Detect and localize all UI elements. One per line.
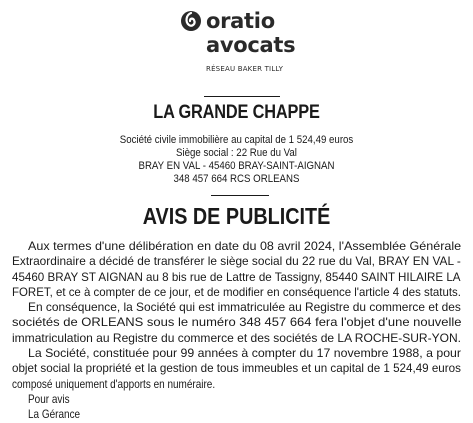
logo-tagline: RÉSEAU BAKER TILLY	[206, 65, 284, 73]
company-info-line: Siège social : 22 Rue du Val	[176, 147, 297, 159]
company-info-line: Société civile immobilière au capital de 1 524,49 euros	[119, 134, 354, 146]
company-info-line: BRAY EN VAL - 45460 BRAY-SAINT-AIGNAN	[138, 160, 335, 172]
notice-line: 45460 BRAY ST AIGNAN au 8 bis rue de Lattre de Tassigny, 85440 SAINT HILAIRE LA	[12, 270, 461, 284]
logo-name-line2: avocats	[206, 33, 296, 57]
notice-line: sociétés de ORLEANS sous le numéro 348 457 664 fera l'objet d'une nouvelle	[12, 316, 462, 330]
company-info-line: 348 457 664 RCS ORLEANS	[173, 173, 300, 185]
logo-name-line1: oratio	[206, 9, 275, 33]
notice-body	[12, 239, 461, 423]
notice-line: Aux termes d'une délibération en date du 08 avril 2024, l'Assemblée Générale	[28, 240, 462, 253]
company-name: LA GRANDE CHAPPE	[153, 102, 320, 123]
notice-title: AVIS DE PUBLICITÉ	[142, 203, 331, 229]
notice-line: objet social la propriété et la gestion de tous immeubles et un capital de 1 524,49 euros	[12, 362, 461, 376]
notice-line: immatriculation au Registre du commerce et des sociétés de LA ROCHE-SUR-YON.	[12, 331, 462, 345]
divider-middle	[211, 195, 269, 196]
notice-line: Pour avis	[28, 392, 70, 406]
notice-line: Extraordinaire a décidé de transférer le siège social du 22 rue du Val, BRAY EN VAL -	[12, 255, 461, 269]
notice-line: composé uniquement d'apports en numéraire.	[12, 377, 216, 391]
notice-line: La Société, constituée pour 99 années à compter du 17 novembre 1988, a pour	[28, 347, 462, 361]
notice-line: La Gérance	[28, 408, 81, 422]
notice-line: FORET, et ce à compter de ce jour, et de modifier en conséquence l'article 4 des statuts.	[12, 285, 461, 299]
notice-line: En conséquence, la Société qui est immatriculée au Registre du commerce et des	[28, 301, 461, 315]
oratio-swirl-logo-icon	[180, 10, 202, 32]
company-info	[0, 134, 473, 186]
oratio-avocats-logo	[178, 8, 308, 80]
divider-top	[204, 96, 280, 97]
